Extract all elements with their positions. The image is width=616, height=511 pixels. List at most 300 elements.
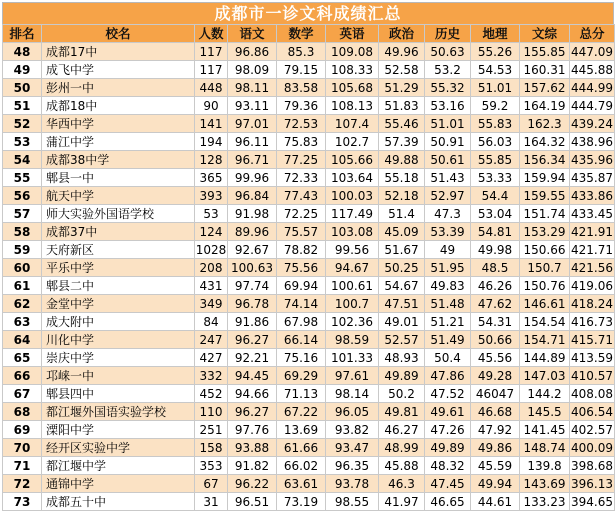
- cell-history: 50.4: [425, 349, 471, 367]
- cell-count: 448: [195, 79, 228, 97]
- cell-english: 105.68: [326, 79, 379, 97]
- cell-humanities: 141.45: [520, 421, 570, 439]
- cell-geography: 46047: [471, 385, 520, 403]
- cell-humanities: 157.62: [520, 79, 570, 97]
- cell-politics: 52.57: [379, 331, 425, 349]
- cell-politics: 46.27: [379, 421, 425, 439]
- cell-chinese: 91.82: [228, 457, 277, 475]
- cell-history: 53.2: [425, 61, 471, 79]
- cell-humanities: 153.29: [520, 223, 570, 241]
- cell-count: 427: [195, 349, 228, 367]
- table-row: [3, 223, 615, 241]
- cell-math: 85.3: [277, 43, 326, 61]
- cell-humanities: 147.03: [520, 367, 570, 385]
- cell-rank: 64: [3, 331, 42, 349]
- cell-humanities: 162.3: [520, 115, 570, 133]
- cell-geography: 46.26: [471, 277, 520, 295]
- cell-count: 31: [195, 493, 228, 511]
- cell-count: 349: [195, 295, 228, 313]
- cell-humanities: 143.69: [520, 475, 570, 493]
- cell-history: 49.83: [425, 277, 471, 295]
- table-row: [3, 169, 615, 187]
- cell-school: 川化中学: [42, 331, 195, 349]
- cell-school: 成都18中: [42, 97, 195, 115]
- cell-politics: 41.97: [379, 493, 425, 511]
- cell-politics: 49.96: [379, 43, 425, 61]
- cell-politics: 51.29: [379, 79, 425, 97]
- cell-total: 435.87: [571, 170, 613, 185]
- table-row: [3, 439, 615, 457]
- cell-school: 成大附中: [42, 313, 195, 331]
- header-math: 数学: [277, 25, 326, 43]
- cell-politics: 45.88: [379, 457, 425, 475]
- cell-chinese: 96.86: [228, 43, 277, 61]
- cell-history: 49.61: [425, 403, 471, 421]
- cell-rank: 48: [3, 43, 42, 61]
- cell-count: 110: [195, 403, 228, 421]
- cell-rank: 49: [3, 61, 42, 79]
- cell-history: 47.3: [425, 205, 471, 223]
- cell-total: 408.08: [571, 386, 613, 401]
- cell-total: 421.71: [571, 242, 613, 257]
- cell-english: 109.08: [326, 43, 379, 61]
- cell-math: 69.94: [277, 277, 326, 295]
- cell-school: 溧阳中学: [42, 421, 195, 439]
- cell-math: 67.22: [277, 403, 326, 421]
- cell-total: 402.57: [571, 422, 613, 437]
- cell-geography: 55.83: [471, 115, 520, 133]
- cell-humanities: 145.5: [520, 403, 570, 421]
- cell-english: 108.33: [326, 61, 379, 79]
- cell-humanities: 133.23: [520, 493, 570, 511]
- cell-english: 117.49: [326, 205, 379, 223]
- cell-chinese: 99.96: [228, 169, 277, 187]
- cell-count: 247: [195, 331, 228, 349]
- cell-politics: 51.83: [379, 97, 425, 115]
- cell-geography: 46.68: [471, 403, 520, 421]
- cell-chinese: 98.09: [228, 61, 277, 79]
- table-row: [3, 331, 615, 349]
- cell-geography: 49.94: [471, 475, 520, 493]
- cell-english: 100.03: [326, 187, 379, 205]
- cell-history: 51.49: [425, 331, 471, 349]
- cell-english: 93.78: [326, 475, 379, 493]
- cell-count: 431: [195, 277, 228, 295]
- cell-rank: 56: [3, 187, 42, 205]
- cell-geography: 49.28: [471, 367, 520, 385]
- cell-chinese: 96.27: [228, 331, 277, 349]
- cell-math: 78.82: [277, 241, 326, 259]
- cell-geography: 54.4: [471, 187, 520, 205]
- cell-school: 成都38中学: [42, 151, 195, 169]
- cell-chinese: 97.76: [228, 421, 277, 439]
- cell-geography: 49.86: [471, 439, 520, 457]
- cell-politics: 57.39: [379, 133, 425, 151]
- table-row: [3, 61, 615, 79]
- cell-count: 53: [195, 205, 228, 223]
- cell-total: 416.73: [571, 314, 613, 329]
- header-chinese: 语文: [228, 25, 277, 43]
- cell-humanities: 156.34: [520, 151, 570, 169]
- cell-math: 74.14: [277, 295, 326, 313]
- cell-humanities: 155.85: [520, 43, 570, 61]
- cell-total: 433.45: [571, 206, 613, 221]
- cell-rank: 70: [3, 439, 42, 457]
- table-row: [3, 241, 615, 259]
- cell-total: 410.57: [571, 368, 613, 383]
- cell-humanities: 144.89: [520, 349, 570, 367]
- cell-count: 90: [195, 97, 228, 115]
- table-row: [3, 313, 615, 331]
- cell-count: 128: [195, 151, 228, 169]
- cell-politics: 50.2: [379, 385, 425, 403]
- cell-history: 51.43: [425, 169, 471, 187]
- cell-total: 421.91: [571, 224, 613, 239]
- cell-geography: 49.98: [471, 241, 520, 259]
- cell-geography: 59.2: [471, 97, 520, 115]
- cell-history: 50.61: [425, 151, 471, 169]
- cell-rank: 58: [3, 223, 42, 241]
- cell-chinese: 93.11: [228, 97, 277, 115]
- cell-math: 61.66: [277, 439, 326, 457]
- cell-math: 83.58: [277, 79, 326, 97]
- cell-total: 447.09: [571, 44, 613, 59]
- cell-politics: 55.18: [379, 169, 425, 187]
- cell-chinese: 100.63: [228, 259, 277, 277]
- cell-politics: 46.3: [379, 475, 425, 493]
- cell-school: 成飞中学: [42, 61, 195, 79]
- cell-school: 蒲江中学: [42, 133, 195, 151]
- cell-count: 124: [195, 223, 228, 241]
- cell-english: 98.59: [326, 331, 379, 349]
- cell-math: 63.61: [277, 475, 326, 493]
- cell-chinese: 96.78: [228, 295, 277, 313]
- cell-count: 67: [195, 475, 228, 493]
- cell-math: 77.43: [277, 187, 326, 205]
- cell-english: 105.66: [326, 151, 379, 169]
- cell-geography: 54.81: [471, 223, 520, 241]
- cell-chinese: 89.96: [228, 223, 277, 241]
- cell-chinese: 97.74: [228, 277, 277, 295]
- cell-history: 50.63: [425, 43, 471, 61]
- cell-total: 439.24: [571, 116, 613, 131]
- table-row: [3, 79, 615, 97]
- cell-school: 都江堰外国语实验学校: [42, 403, 195, 421]
- cell-rank: 73: [3, 493, 42, 511]
- cell-chinese: 92.21: [228, 349, 277, 367]
- cell-english: 96.05: [326, 403, 379, 421]
- cell-rank: 60: [3, 259, 42, 277]
- cell-math: 13.69: [277, 421, 326, 439]
- cell-chinese: 98.11: [228, 79, 277, 97]
- cell-chinese: 96.27: [228, 403, 277, 421]
- cell-rank: 63: [3, 313, 42, 331]
- cell-history: 49: [425, 241, 471, 259]
- cell-english: 93.47: [326, 439, 379, 457]
- cell-count: 393: [195, 187, 228, 205]
- cell-total: 445.88: [571, 62, 613, 77]
- header-english: 英语: [326, 25, 379, 43]
- cell-math: 79.15: [277, 61, 326, 79]
- cell-chinese: 91.86: [228, 313, 277, 331]
- cell-english: 101.33: [326, 349, 379, 367]
- cell-politics: 47.51: [379, 295, 425, 313]
- cell-humanities: 164.32: [520, 133, 570, 151]
- cell-math: 75.83: [277, 133, 326, 151]
- table-row: [3, 457, 615, 475]
- cell-history: 48.32: [425, 457, 471, 475]
- cell-humanities: 151.74: [520, 205, 570, 223]
- table-row: [3, 187, 615, 205]
- cell-total: 396.13: [571, 476, 613, 491]
- header-rank: 排名: [3, 25, 42, 43]
- cell-count: 208: [195, 259, 228, 277]
- cell-chinese: 94.66: [228, 385, 277, 403]
- cell-count: 117: [195, 43, 228, 61]
- cell-humanities: 154.54: [520, 313, 570, 331]
- cell-rank: 55: [3, 169, 42, 187]
- cell-english: 97.61: [326, 367, 379, 385]
- cell-politics: 51.67: [379, 241, 425, 259]
- cell-geography: 53.04: [471, 205, 520, 223]
- table-row: [3, 421, 615, 439]
- cell-english: 102.36: [326, 313, 379, 331]
- cell-politics: 52.58: [379, 61, 425, 79]
- cell-math: 75.57: [277, 223, 326, 241]
- table-row: [3, 493, 615, 511]
- cell-history: 53.16: [425, 97, 471, 115]
- cell-geography: 53.33: [471, 169, 520, 187]
- cell-geography: 50.66: [471, 331, 520, 349]
- cell-chinese: 97.01: [228, 115, 277, 133]
- cell-total: 415.71: [571, 332, 613, 347]
- cell-english: 98.14: [326, 385, 379, 403]
- cell-rank: 72: [3, 475, 42, 493]
- cell-history: 49.89: [425, 439, 471, 457]
- cell-school: 师大实验外国语学校: [42, 205, 195, 223]
- cell-english: 107.4: [326, 115, 379, 133]
- cell-history: 47.52: [425, 385, 471, 403]
- table-row: [3, 205, 615, 223]
- cell-humanities: 164.19: [520, 97, 570, 115]
- cell-history: 47.86: [425, 367, 471, 385]
- cell-rank: 68: [3, 403, 42, 421]
- cell-history: 47.26: [425, 421, 471, 439]
- cell-school: 经开区实验中学: [42, 439, 195, 457]
- cell-politics: 49.01: [379, 313, 425, 331]
- cell-school: 彭州一中: [42, 79, 195, 97]
- cell-school: 天府新区: [42, 241, 195, 259]
- table-row: [3, 367, 615, 385]
- cell-rank: 67: [3, 385, 42, 403]
- cell-math: 72.25: [277, 205, 326, 223]
- cell-rank: 62: [3, 295, 42, 313]
- table-title: 成都市一诊文科成绩汇总: [2, 2, 614, 24]
- cell-history: 53.39: [425, 223, 471, 241]
- table-row: [3, 277, 615, 295]
- cell-school: 郫县一中: [42, 169, 195, 187]
- cell-chinese: 96.11: [228, 133, 277, 151]
- cell-school: 成都37中: [42, 223, 195, 241]
- header-total: 总分: [570, 25, 615, 43]
- header-row: [3, 25, 615, 43]
- cell-politics: 49.81: [379, 403, 425, 421]
- cell-history: 55.32: [425, 79, 471, 97]
- table-row: [3, 151, 615, 169]
- cell-chinese: 96.22: [228, 475, 277, 493]
- cell-history: 51.95: [425, 259, 471, 277]
- cell-total: 433.86: [571, 188, 613, 203]
- cell-politics: 51.4: [379, 205, 425, 223]
- cell-school: 通锦中学: [42, 475, 195, 493]
- table-row: [3, 403, 615, 421]
- cell-politics: 45.09: [379, 223, 425, 241]
- cell-math: 75.16: [277, 349, 326, 367]
- cell-history: 51.21: [425, 313, 471, 331]
- cell-geography: 56.03: [471, 133, 520, 151]
- cell-math: 67.98: [277, 313, 326, 331]
- cell-rank: 59: [3, 241, 42, 259]
- table-row: [3, 259, 615, 277]
- cell-english: 98.55: [326, 493, 379, 511]
- cell-rank: 57: [3, 205, 42, 223]
- cell-humanities: 154.71: [520, 331, 570, 349]
- cell-english: 94.67: [326, 259, 379, 277]
- cell-total: 444.79: [571, 98, 613, 113]
- cell-history: 52.97: [425, 187, 471, 205]
- cell-history: 51.48: [425, 295, 471, 313]
- table-row: [3, 295, 615, 313]
- cell-math: 77.25: [277, 151, 326, 169]
- cell-math: 79.36: [277, 97, 326, 115]
- score-table-container: [2, 2, 614, 511]
- cell-humanities: 159.94: [520, 169, 570, 187]
- cell-humanities: 148.74: [520, 439, 570, 457]
- header-history: 历史: [425, 25, 471, 43]
- cell-chinese: 96.71: [228, 151, 277, 169]
- cell-count: 158: [195, 439, 228, 457]
- cell-math: 73.19: [277, 493, 326, 511]
- cell-rank: 69: [3, 421, 42, 439]
- cell-english: 100.7: [326, 295, 379, 313]
- table-row: [3, 97, 615, 115]
- cell-history: 46.65: [425, 493, 471, 511]
- cell-school: 郫县二中: [42, 277, 195, 295]
- cell-school: 成都17中: [42, 43, 195, 61]
- table-row: [3, 349, 615, 367]
- cell-geography: 55.26: [471, 43, 520, 61]
- cell-rank: 71: [3, 457, 42, 475]
- cell-count: 251: [195, 421, 228, 439]
- cell-math: 66.02: [277, 457, 326, 475]
- cell-politics: 52.18: [379, 187, 425, 205]
- cell-school: 崇庆中学: [42, 349, 195, 367]
- cell-chinese: 93.88: [228, 439, 277, 457]
- cell-school: 成都五十中: [42, 493, 195, 511]
- cell-math: 71.13: [277, 385, 326, 403]
- cell-geography: 51.01: [471, 79, 520, 97]
- cell-geography: 45.59: [471, 457, 520, 475]
- cell-english: 108.13: [326, 97, 379, 115]
- cell-total: 394.65: [571, 494, 613, 509]
- cell-rank: 65: [3, 349, 42, 367]
- cell-total: 438.96: [571, 134, 613, 149]
- cell-humanities: 150.76: [520, 277, 570, 295]
- cell-humanities: 146.61: [520, 295, 570, 313]
- cell-geography: 54.31: [471, 313, 520, 331]
- cell-politics: 50.25: [379, 259, 425, 277]
- cell-school: 金堂中学: [42, 295, 195, 313]
- cell-school: 都江堰中学: [42, 457, 195, 475]
- header-politics: 政治: [379, 25, 425, 43]
- cell-total: 435.96: [571, 152, 613, 167]
- cell-math: 66.14: [277, 331, 326, 349]
- cell-count: 353: [195, 457, 228, 475]
- cell-geography: 48.5: [471, 259, 520, 277]
- cell-english: 100.61: [326, 277, 379, 295]
- cell-math: 69.29: [277, 367, 326, 385]
- cell-count: 332: [195, 367, 228, 385]
- cell-humanities: 139.8: [520, 457, 570, 475]
- cell-rank: 53: [3, 133, 42, 151]
- cell-math: 72.53: [277, 115, 326, 133]
- cell-count: 141: [195, 115, 228, 133]
- cell-total: 419.06: [571, 278, 613, 293]
- cell-chinese: 92.67: [228, 241, 277, 259]
- cell-chinese: 94.45: [228, 367, 277, 385]
- cell-geography: 55.85: [471, 151, 520, 169]
- cell-total: 406.54: [571, 404, 613, 419]
- cell-rank: 61: [3, 277, 42, 295]
- score-table: [2, 24, 615, 511]
- cell-politics: 48.99: [379, 439, 425, 457]
- cell-total: 444.99: [571, 80, 613, 95]
- cell-school: 航天中学: [42, 187, 195, 205]
- header-humanities: 文综: [520, 25, 570, 43]
- cell-chinese: 91.98: [228, 205, 277, 223]
- cell-rank: 54: [3, 151, 42, 169]
- cell-politics: 55.46: [379, 115, 425, 133]
- cell-count: 452: [195, 385, 228, 403]
- table-row: [3, 385, 615, 403]
- cell-rank: 66: [3, 367, 42, 385]
- cell-math: 75.56: [277, 259, 326, 277]
- table-row: [3, 115, 615, 133]
- cell-geography: 45.56: [471, 349, 520, 367]
- cell-english: 96.35: [326, 457, 379, 475]
- cell-english: 93.82: [326, 421, 379, 439]
- cell-humanities: 160.31: [520, 61, 570, 79]
- cell-politics: 48.93: [379, 349, 425, 367]
- cell-count: 1028: [195, 242, 227, 257]
- cell-school: 邛崃一中: [42, 367, 195, 385]
- cell-school: 华西中学: [42, 115, 195, 133]
- cell-school: 平乐中学: [42, 259, 195, 277]
- cell-rank: 51: [3, 97, 42, 115]
- cell-count: 365: [195, 169, 228, 187]
- cell-politics: 54.67: [379, 277, 425, 295]
- cell-total: 413.59: [571, 350, 613, 365]
- cell-english: 99.56: [326, 241, 379, 259]
- cell-history: 47.45: [425, 475, 471, 493]
- cell-geography: 54.53: [471, 61, 520, 79]
- cell-geography: 44.61: [471, 493, 520, 511]
- cell-history: 51.01: [425, 115, 471, 133]
- cell-history: 50.91: [425, 133, 471, 151]
- cell-count: 194: [195, 133, 228, 151]
- cell-geography: 47.92: [471, 421, 520, 439]
- cell-total: 421.56: [571, 260, 613, 275]
